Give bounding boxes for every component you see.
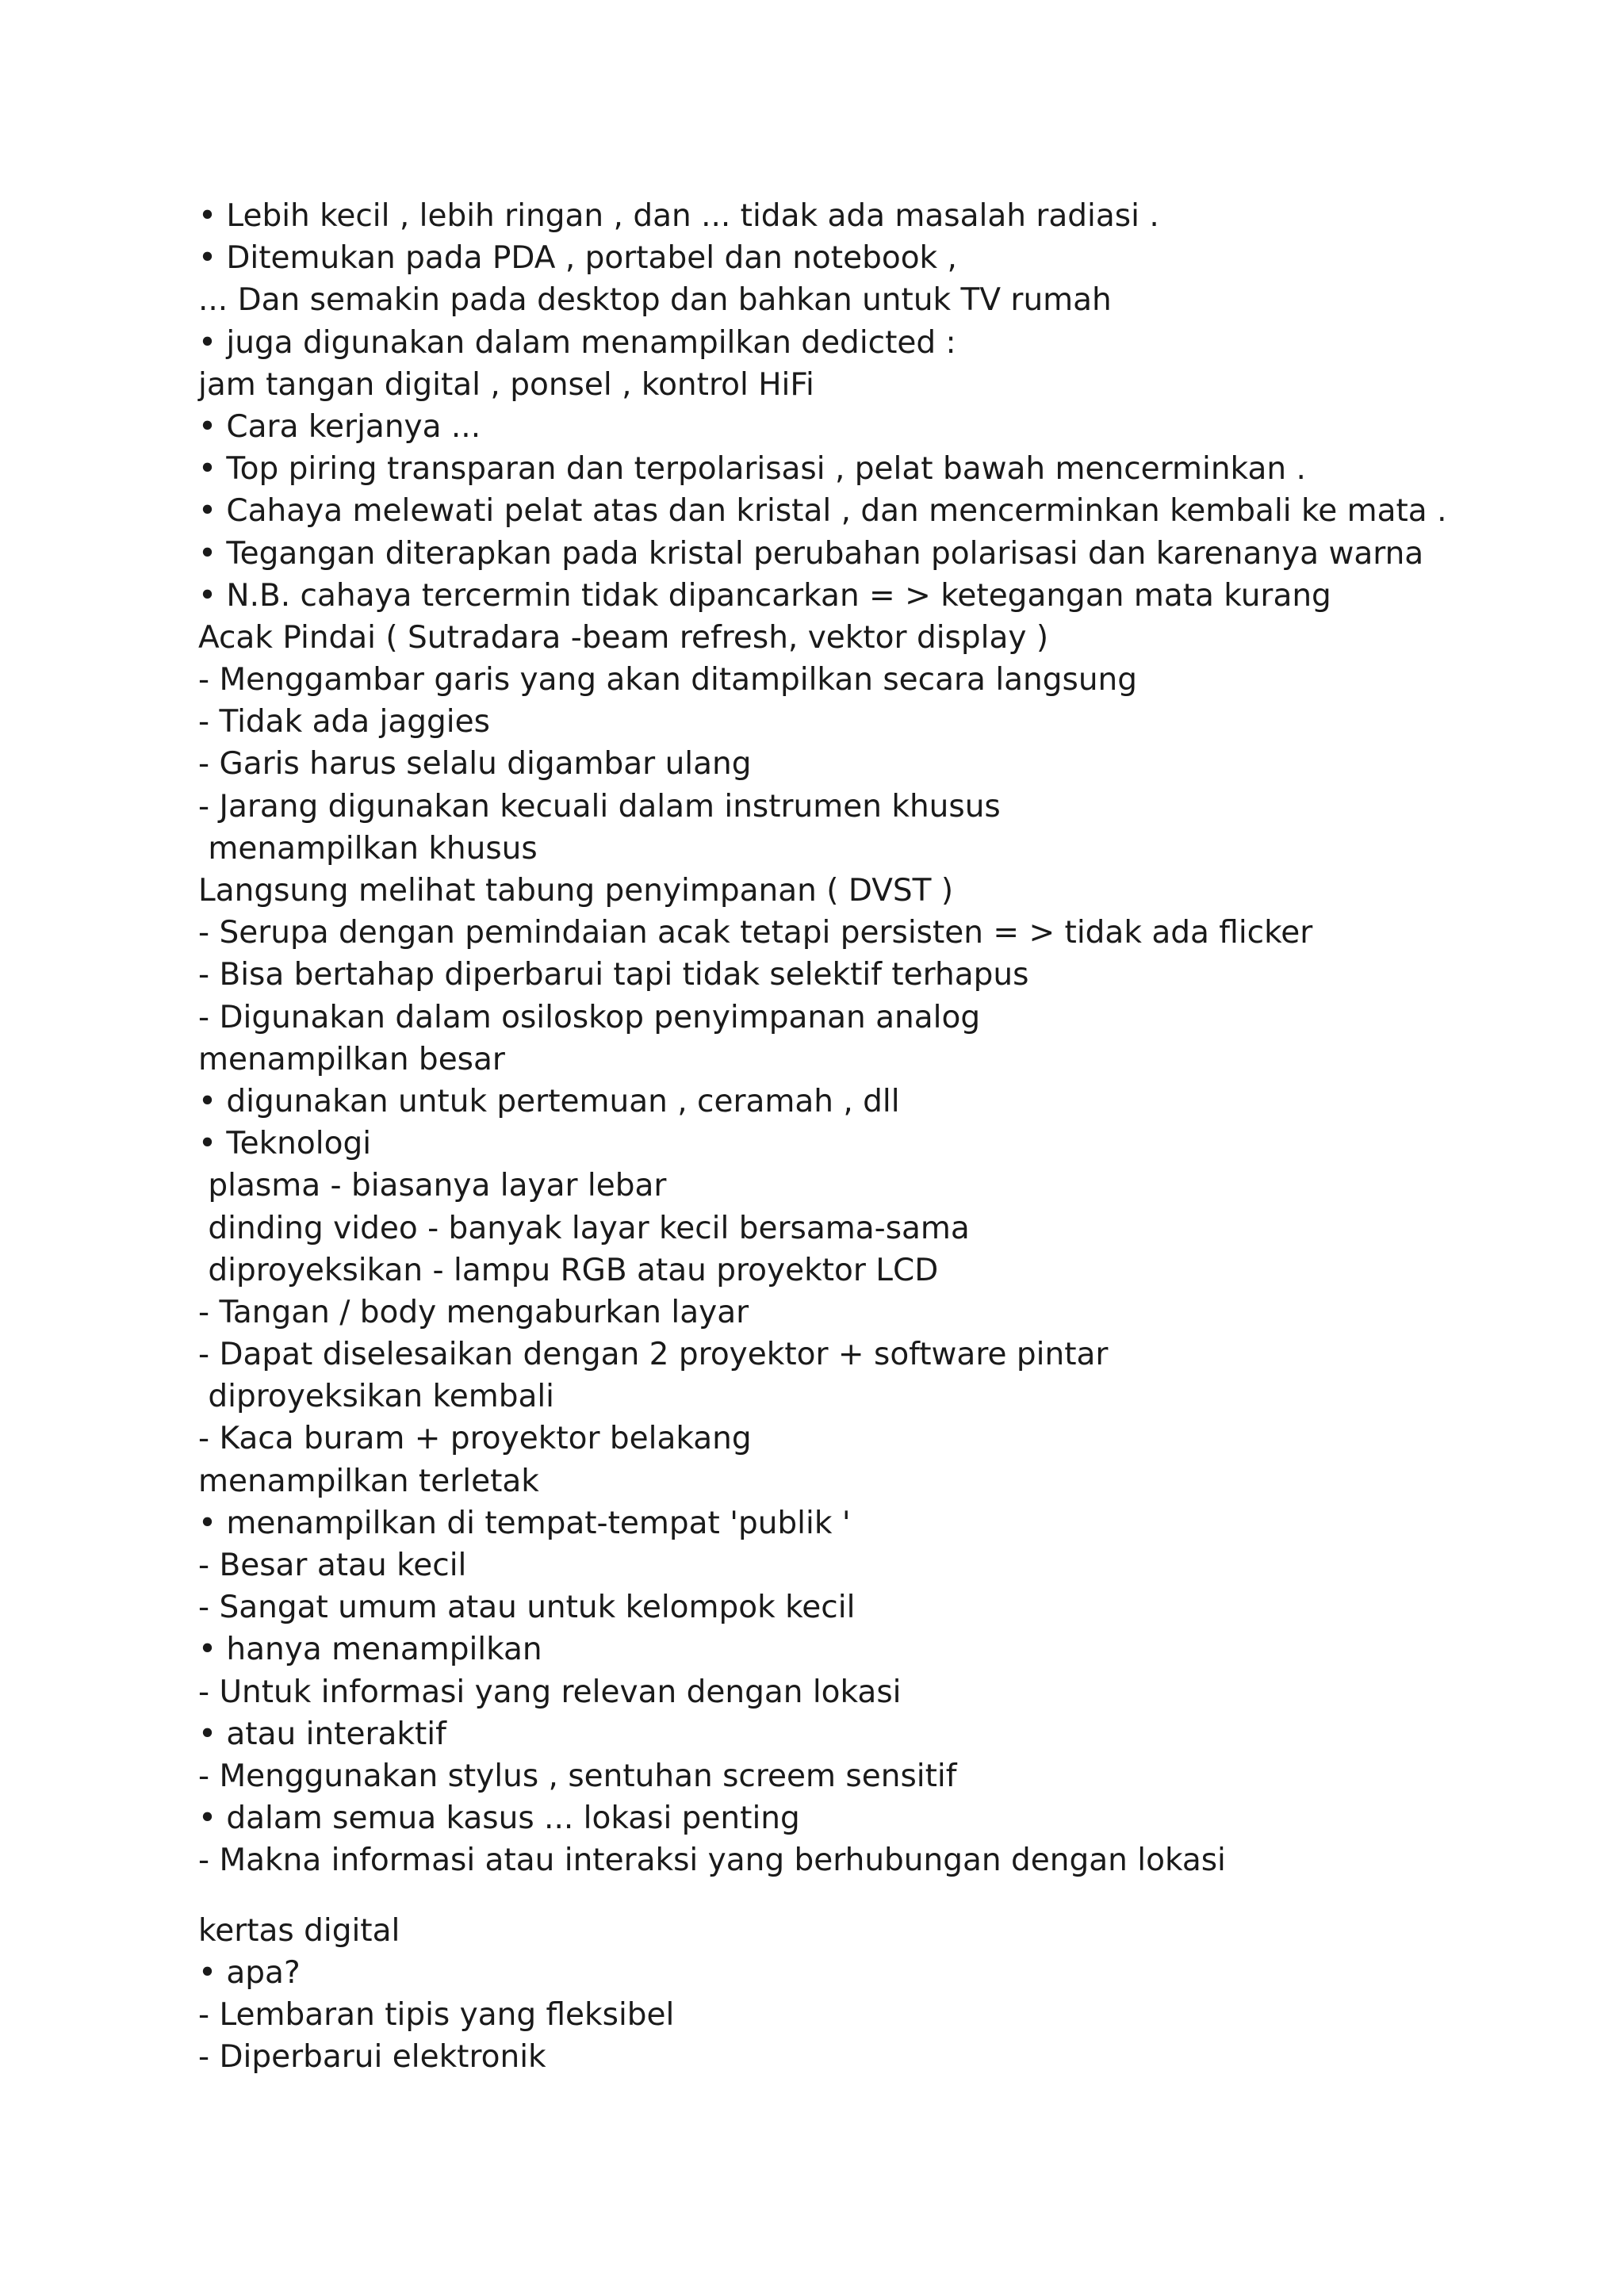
- text-line: • Tegangan diterapkan pada kristal perubahan polarisasi dan karenanya warna: [198, 535, 1424, 572]
- text-line: - Makna informasi atau interaksi yang berhubungan dengan lokasi: [198, 1843, 1226, 1879]
- text-line: • N.B. cahaya tercermin tidak dipancarkan = > ketegangan mata kurang: [198, 577, 1331, 614]
- text-line: - Lembaran tipis yang fleksibel: [198, 1996, 675, 2033]
- text-line: • digunakan untuk pertemuan , ceramah , dll: [198, 1083, 900, 1119]
- text-line: • hanya menampilkan: [198, 1632, 542, 1668]
- text-line: - Diperbarui elektronik: [198, 2039, 546, 2076]
- text-line: • dalam semua kasus ... lokasi penting: [198, 1800, 800, 1837]
- text-block-digital-paper: [198, 1910, 1546, 2079]
- text-line: diproyeksikan kembali: [198, 1379, 555, 1415]
- text-line: • Top piring transparan dan terpolarisasi , pelat bawah mencerminkan .: [198, 451, 1306, 488]
- text-line: - Tangan / body mengaburkan layar: [198, 1294, 749, 1330]
- text-line: dinding video - banyak layar kecil bersama-sama: [198, 1210, 970, 1246]
- text-line: • juga digunakan dalam menampilkan dedicted :: [198, 324, 956, 361]
- text-line: • Cahaya melewati pelat atas dan kristal , dan mencerminkan kembali ke mata .: [198, 493, 1447, 530]
- text-line: - Sangat umum atau untuk kelompok kecil: [198, 1590, 856, 1626]
- text-line: - Garis harus selalu digambar ulang: [198, 746, 752, 783]
- text-line: menampilkan khusus: [198, 830, 538, 867]
- text-line: plasma - biasanya layar lebar: [198, 1168, 667, 1204]
- text-block-displays: [198, 195, 1546, 1882]
- text-line: - Bisa bertahap diperbarui tapi tidak selektif terhapus: [198, 957, 1029, 993]
- text-line: - Digunakan dalam osiloskop penyimpanan analog: [198, 999, 981, 1035]
- text-line: • Ditemukan pada PDA , portabel dan notebook ,: [198, 240, 957, 277]
- text-line: - Untuk informasi yang relevan dengan lokasi: [198, 1674, 902, 1710]
- text-line: - Serupa dengan pemindaian acak tetapi persisten = > tidak ada flicker: [198, 915, 1313, 951]
- text-line: jam tangan digital , ponsel , kontrol HiFi: [198, 366, 814, 403]
- text-line: diproyeksikan - lampu RGB atau proyektor LCD: [198, 1252, 939, 1288]
- text-line: - Tidak ada jaggies: [198, 704, 490, 740]
- paragraph-gap: [198, 1882, 1546, 1910]
- text-line: • apa?: [198, 1954, 301, 1991]
- text-line: - Dapat diselesaikan dengan 2 proyektor + software pintar: [198, 1337, 1109, 1373]
- text-line: - Kaca buram + proyektor belakang: [198, 1421, 752, 1457]
- text-line: ... Dan semakin pada desktop dan bahkan untuk TV rumah: [198, 282, 1112, 319]
- text-line: - Menggambar garis yang akan ditampilkan secara langsung: [198, 662, 1138, 698]
- text-line: Langsung melihat tabung penyimpanan ( DVST ): [198, 873, 954, 909]
- text-line: menampilkan besar: [198, 1041, 505, 1077]
- text-line: • menampilkan di tempat-tempat 'publik ': [198, 1505, 851, 1541]
- text-line: • Cara kerjanya ...: [198, 408, 481, 445]
- text-line: - Menggunakan stylus , sentuhan screem sensitif: [198, 1758, 957, 1794]
- text-line: • Teknologi: [198, 1126, 372, 1162]
- text-line: menampilkan terletak: [198, 1463, 539, 1499]
- document-body: [198, 195, 1546, 2078]
- text-line: • atau interaktif: [198, 1716, 446, 1752]
- text-line: • Lebih kecil , lebih ringan , dan ... tidak ada masalah radiasi .: [198, 198, 1159, 234]
- text-line: kertas digital: [198, 1912, 400, 1949]
- text-line: - Jarang digunakan kecuali dalam instrumen khusus: [198, 788, 1001, 825]
- text-line: - Besar atau kecil: [198, 1548, 467, 1583]
- text-line: Acak Pindai ( Sutradara -beam refresh, vektor display ): [198, 619, 1049, 656]
